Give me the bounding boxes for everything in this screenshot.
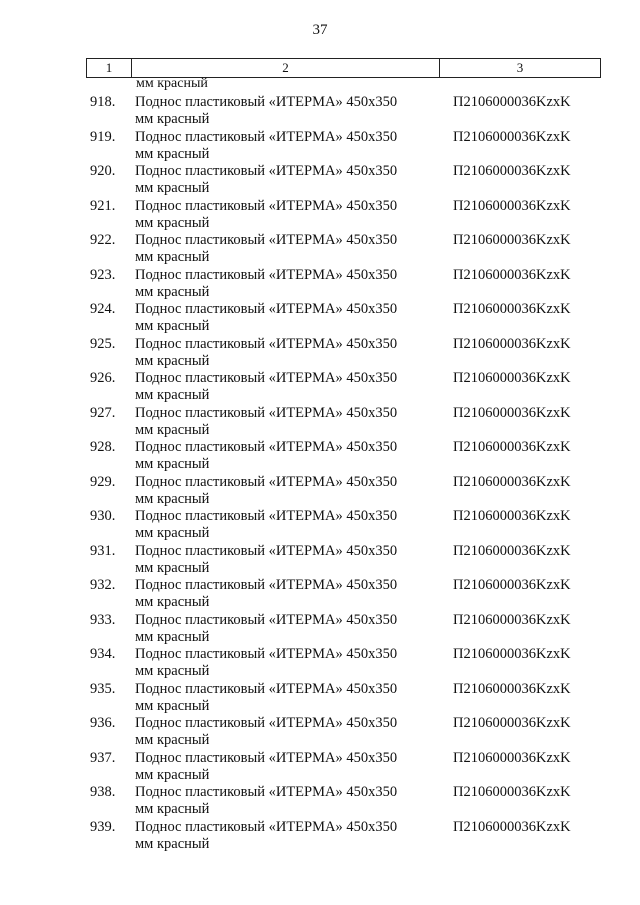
item-code: П2106000036KzxK [453,784,571,800]
item-description [135,198,397,232]
header-col-2: 2 [132,59,440,77]
description-line-1: Поднос пластиковый «ИТЕРМА» 450х350 [135,439,398,455]
table-row [0,94,640,129]
table-row [0,474,640,509]
item-code: П2106000036KzxK [453,542,571,559]
description-line-1: Поднос пластиковый «ИТЕРМА» 450х350 [135,715,398,731]
item-description [135,267,397,301]
description-line-1: Поднос пластиковый «ИТЕРМА» 450х350 [135,749,398,766]
item-description [135,681,397,715]
item-description [135,646,397,680]
row-number: 930. [90,508,116,524]
description-line-1: Поднос пластиковый «ИТЕРМА» 450х350 [135,508,398,524]
table-row [0,129,640,164]
item-description [135,163,397,197]
table-row [0,370,640,405]
item-description [135,94,397,128]
table-row [0,784,640,819]
item-description [135,819,397,853]
item-code: П2106000036KzxK [453,197,571,214]
description-line-1: Поднос пластиковый «ИТЕРМА» 450х350 [135,301,398,317]
row-number: 932. [90,577,116,593]
table-row [0,577,640,612]
item-code: П2106000036KzxK [453,266,571,283]
table-row [0,439,640,474]
item-code: П2106000036KzxK [453,680,571,697]
item-description [135,336,397,370]
table-row [0,819,640,854]
description-line-2: мм красный [135,697,210,714]
item-code: П2106000036KzxK [453,335,571,352]
row-number: 918. [90,94,116,110]
description-line-2: мм красный [135,490,210,507]
continuation-text: мм красный [136,76,208,91]
description-line-1: Поднос пластиковый «ИТЕРМА» 450х350 [135,646,398,662]
description-line-1: Поднос пластиковый «ИТЕРМА» 450х350 [135,818,398,835]
item-code: П2106000036KzxK [453,128,571,145]
description-line-1: Поднос пластиковый «ИТЕРМА» 450х350 [135,542,398,559]
description-line-2: мм красный [135,318,210,334]
row-number: 920. [90,163,116,179]
description-line-2: мм красный [135,111,210,127]
table-row [0,646,640,681]
item-description [135,232,397,266]
row-number: 935. [90,680,116,697]
row-number: 931. [90,542,116,559]
table-row [0,750,640,785]
description-line-2: мм красный [135,283,210,300]
item-description [135,439,397,473]
item-description [135,612,397,646]
description-line-2: мм красный [135,628,210,645]
description-line-1: Поднос пластиковый «ИТЕРМА» 450х350 [135,163,398,179]
item-code: П2106000036KzxK [453,473,571,490]
row-number: 936. [90,715,116,731]
description-line-2: мм красный [135,766,210,783]
item-description [135,474,397,508]
table-header [86,58,601,78]
table-row [0,715,640,750]
description-line-2: мм красный [135,387,210,403]
description-line-1: Поднос пластиковый «ИТЕРМА» 450х350 [135,784,398,800]
item-code: П2106000036KzxK [453,370,571,386]
description-line-1: Поднос пластиковый «ИТЕРМА» 450х350 [135,335,398,352]
item-description [135,370,397,404]
description-line-2: мм красный [135,180,210,196]
item-description [135,715,397,749]
table-row [0,508,640,543]
row-number: 919. [90,128,116,145]
item-description [135,577,397,611]
description-line-2: мм красный [135,145,210,162]
table-row [0,543,640,578]
table-row [0,301,640,336]
item-code: П2106000036KzxK [453,818,571,835]
item-description [135,405,397,439]
item-code: П2106000036KzxK [453,301,571,317]
description-line-2: мм красный [135,214,210,231]
table-row [0,336,640,371]
table-row [0,681,640,716]
description-line-1: Поднос пластиковый «ИТЕРМА» 450х350 [135,473,398,490]
row-number: 923. [90,266,116,283]
item-code: П2106000036KzxK [453,439,571,455]
row-number: 929. [90,473,116,490]
item-description [135,750,397,784]
description-line-1: Поднос пластиковый «ИТЕРМА» 450х350 [135,680,398,697]
item-code: П2106000036KzxK [453,749,571,766]
table-row [0,163,640,198]
description-line-1: Поднос пластиковый «ИТЕРМА» 450х350 [135,577,398,593]
item-code: П2106000036KzxK [453,404,571,421]
row-number: 924. [90,301,116,317]
description-line-2: мм красный [135,732,210,748]
row-number: 939. [90,818,116,835]
row-number: 922. [90,232,116,248]
table-body [0,94,640,853]
description-line-2: мм красный [135,801,210,817]
table-row [0,267,640,302]
row-number: 926. [90,370,116,386]
description-line-2: мм красный [135,249,210,265]
description-line-2: мм красный [135,525,210,541]
table-row [0,612,640,647]
item-code: П2106000036KzxK [453,508,571,524]
row-number: 937. [90,749,116,766]
row-number: 938. [90,784,116,800]
description-line-1: Поднос пластиковый «ИТЕРМА» 450х350 [135,197,398,214]
item-description [135,301,397,335]
header-col-1: 1 [86,59,132,77]
row-number: 933. [90,611,116,628]
item-description [135,508,397,542]
description-line-2: мм красный [135,663,210,679]
table-row [0,232,640,267]
description-line-1: Поднос пластиковый «ИТЕРМА» 450х350 [135,128,398,145]
description-line-1: Поднос пластиковый «ИТЕРМА» 450х350 [135,266,398,283]
description-line-1: Поднос пластиковый «ИТЕРМА» 450х350 [135,370,398,386]
item-code: П2106000036KzxK [453,577,571,593]
row-number: 921. [90,197,116,214]
item-code: П2106000036KzxK [453,715,571,731]
description-line-1: Поднос пластиковый «ИТЕРМА» 450х350 [135,232,398,248]
item-description [135,784,397,818]
description-line-1: Поднос пластиковый «ИТЕРМА» 450х350 [135,611,398,628]
table-row [0,405,640,440]
row-number: 927. [90,404,116,421]
header-col-3: 3 [440,59,601,77]
item-description [135,543,397,577]
item-code: П2106000036KzxK [453,646,571,662]
description-line-1: Поднос пластиковый «ИТЕРМА» 450х350 [135,404,398,421]
item-code: П2106000036KzxK [453,94,571,110]
item-code: П2106000036KzxK [453,232,571,248]
description-line-2: мм красный [135,456,210,472]
page-number: 37 [312,22,328,38]
row-number: 928. [90,439,116,455]
description-line-2: мм красный [135,835,210,852]
item-code: П2106000036KzxK [453,163,571,179]
row-number: 934. [90,646,116,662]
item-code: П2106000036KzxK [453,611,571,628]
item-description [135,129,397,163]
description-line-2: мм красный [135,421,210,438]
description-line-2: мм красный [135,352,210,369]
table-row [0,198,640,233]
description-line-1: Поднос пластиковый «ИТЕРМА» 450х350 [135,94,398,110]
description-line-2: мм красный [135,559,210,576]
description-line-2: мм красный [135,594,210,610]
row-number: 925. [90,335,116,352]
